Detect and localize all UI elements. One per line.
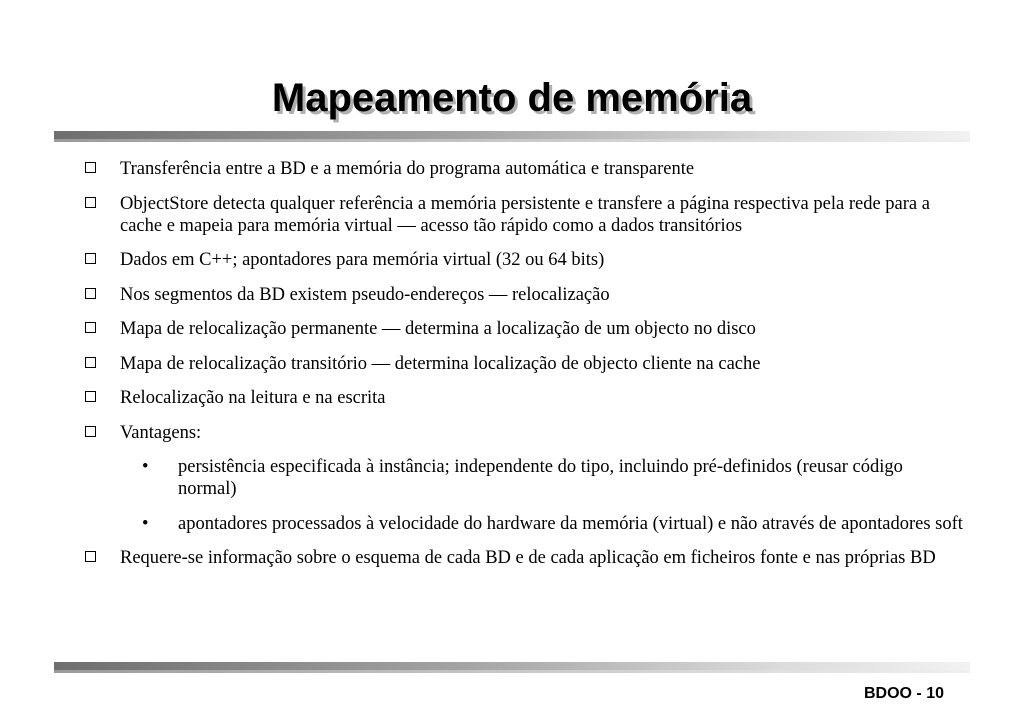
list-item-text: Mapa de relocalização permanente — determina a localização de um objecto no disco: [120, 319, 756, 339]
title-divider: [54, 131, 970, 139]
square-bullet-icon: [85, 357, 96, 368]
square-bullet-icon: [85, 426, 96, 437]
list-item: [84, 193, 964, 237]
list-item-text: Nos segmentos da BD existem pseudo-endereços — relocalização: [120, 284, 610, 305]
square-bullet-icon: [85, 551, 96, 562]
sub-list-item: [84, 456, 964, 500]
list-item-text: Vantagens:: [120, 422, 202, 443]
square-bullet-icon: [85, 322, 96, 333]
list-item: [84, 547, 964, 569]
list-item: [84, 422, 964, 444]
list-item-text: ObjectStore detecta qualquer referência a memória persistente e transfere a página respectiva pela rede para a cache e mapeia para memória virtual — acesso tão rápido como a dados transitórios: [120, 193, 930, 236]
slide-number: BDOO - 10: [863, 685, 944, 702]
square-bullet-icon: [85, 391, 96, 402]
list-item-text: Requere-se informação sobre o esquema de cada BD e de cada aplicação em ficheiros fonte e nas próprias BD: [120, 548, 936, 568]
dot-bullet-icon: •: [142, 457, 149, 477]
square-bullet-icon: [85, 253, 96, 264]
sub-list-item-text: apontadores processados à velocidade do hardware da memória (virtual) e não através de apontadores soft: [178, 513, 963, 534]
list-item-text: Mapa de relocalização transitório — determina localização de objecto cliente na cache: [120, 353, 761, 374]
list-item: [84, 387, 964, 409]
dot-bullet-icon: •: [142, 513, 149, 534]
bullet-list: [84, 158, 964, 582]
square-bullet-icon: [85, 197, 96, 208]
list-item-text: Dados em C++; apontadores para memória virtual (32 ou 64 bits): [120, 250, 605, 270]
square-bullet-icon: [85, 162, 96, 173]
footer-divider: [54, 662, 970, 670]
list-item: [84, 353, 964, 375]
list-item: [84, 284, 964, 306]
list-item-text: Transferência entre a BD e a memória do programa automática e transparente: [120, 159, 695, 179]
sub-list-item: [84, 513, 964, 535]
list-item-text: Relocalização na leitura e na escrita: [120, 388, 386, 408]
list-item: [84, 249, 964, 271]
square-bullet-icon: [85, 288, 96, 299]
list-item: [84, 158, 964, 180]
list-item: [84, 318, 964, 340]
sub-list-item-text: persistência especificada à instância; independente do tipo, incluindo pré-definidos (reusar código normal): [178, 457, 903, 499]
slide-title: Mapeamento de memória: [271, 76, 753, 120]
